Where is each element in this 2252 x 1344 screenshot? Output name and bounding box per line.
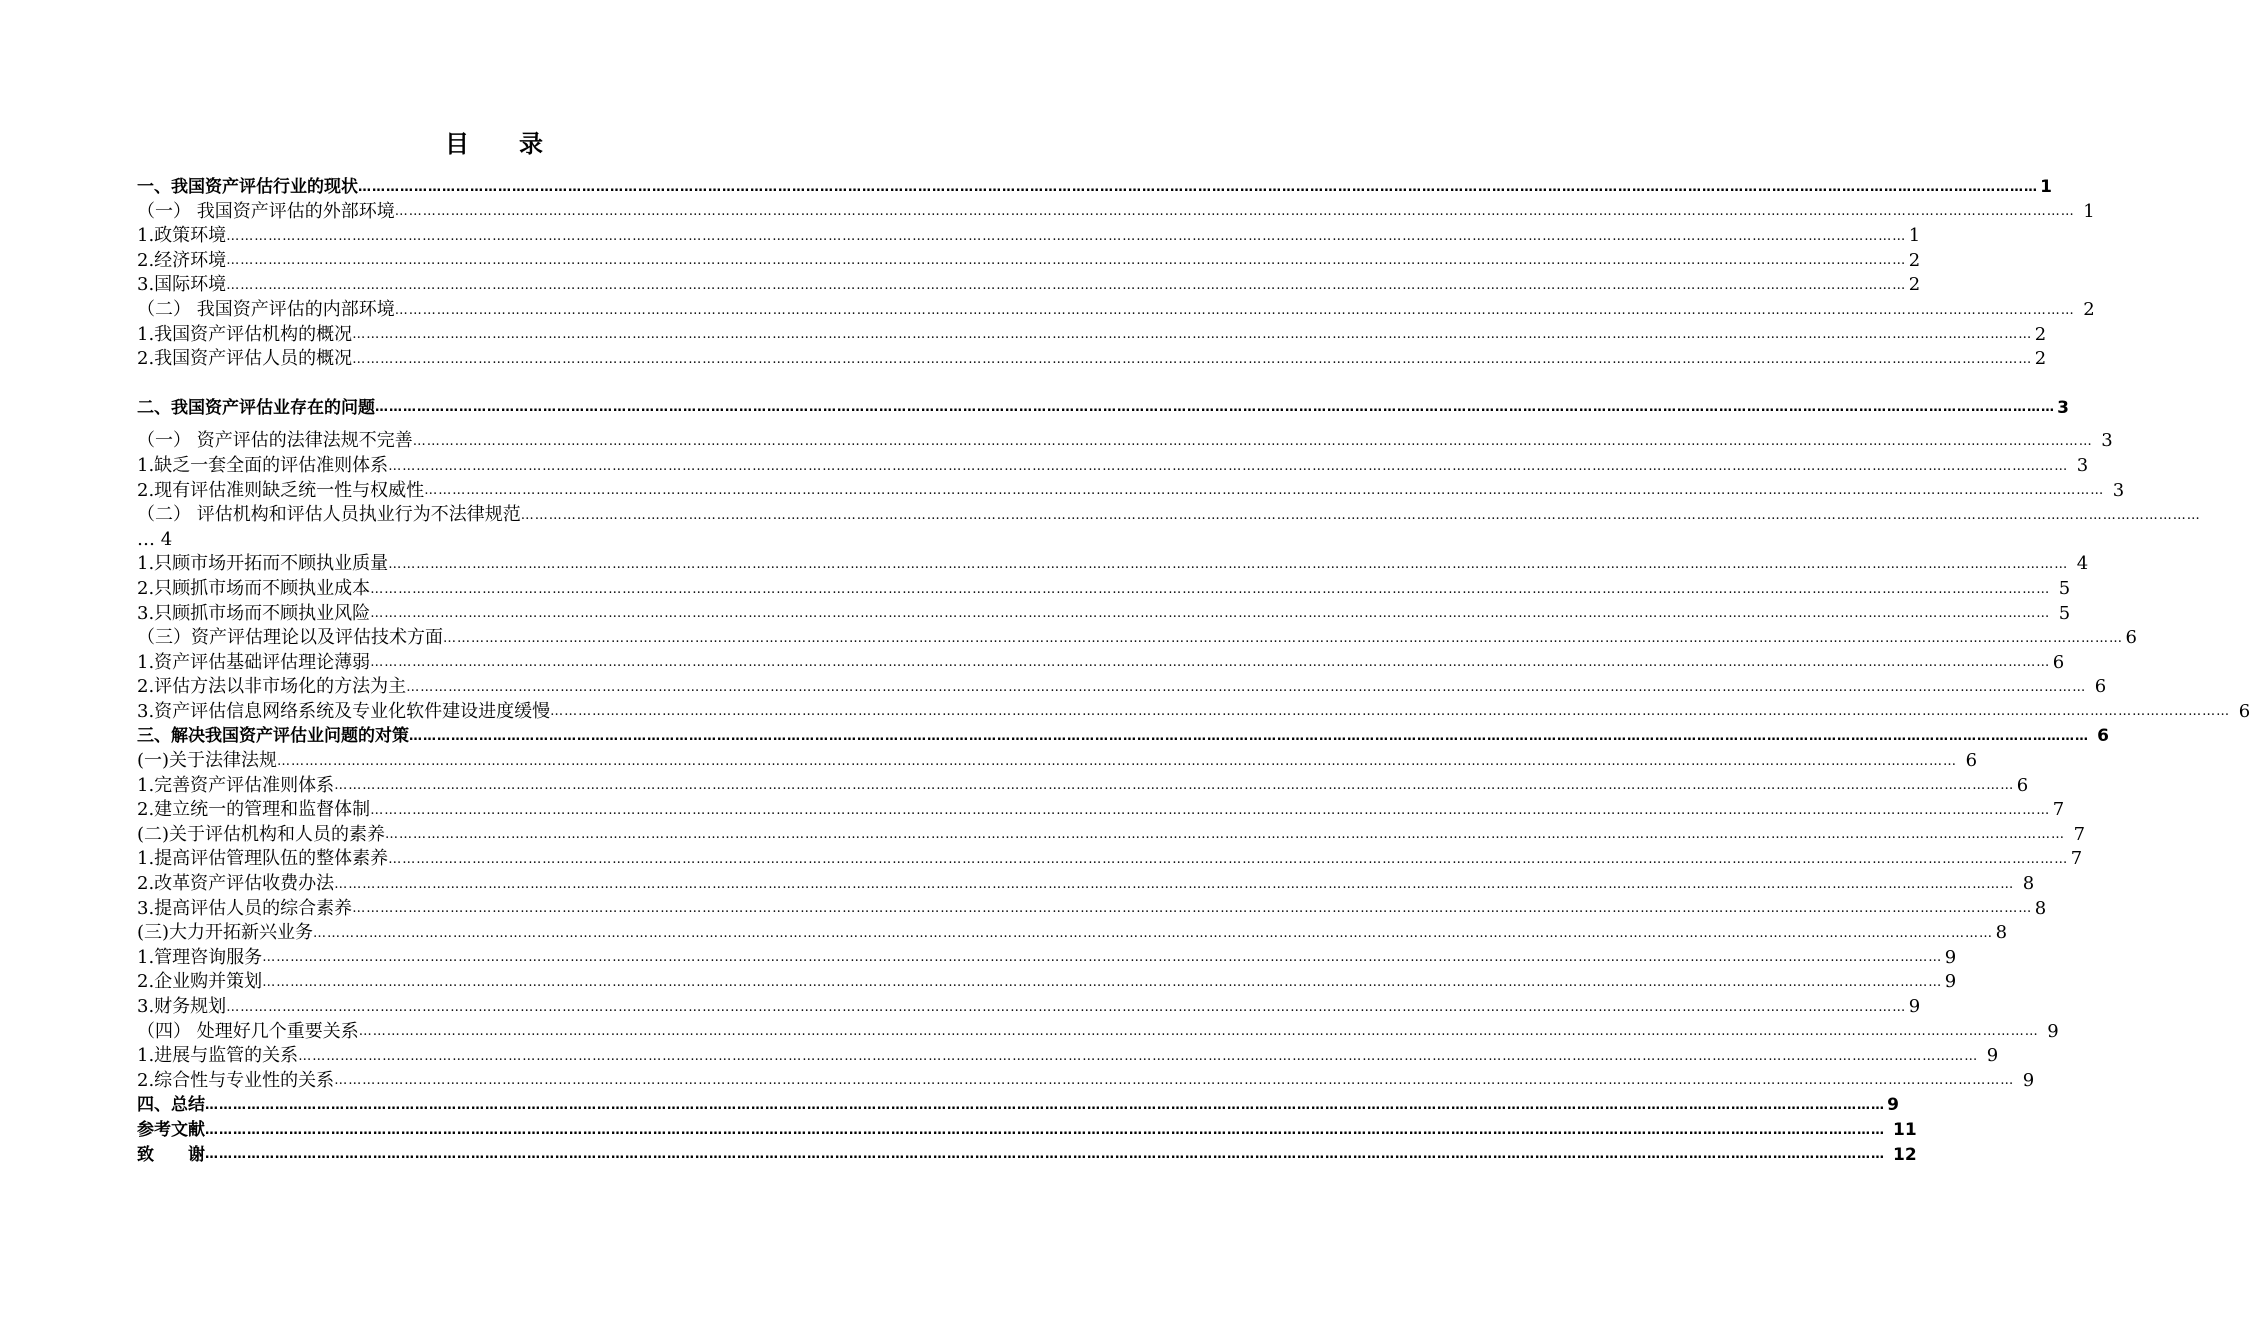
toc-entry-page-number: 6 — [2094, 676, 2107, 698]
toc-leader-dots: ……………………………………………………………………………………………………………………………………………………………………………………………………………………………………………………………………………………………………………………………… — [412, 433, 2093, 449]
toc-entry[interactable] — [137, 823, 2086, 848]
toc-entry[interactable] — [137, 700, 2251, 725]
toc-entry[interactable] — [137, 897, 2047, 922]
toc-entry-label: 1.管理咨询服务 — [137, 946, 263, 968]
toc-title-char-1: 目 — [445, 130, 471, 158]
toc-entry[interactable] — [137, 1020, 2059, 1045]
toc-leader-dots: ……………………………………………………………………………………………………………………………………………………………………………………………………………………………………………………………………………………………………………………………… — [370, 655, 2051, 671]
toc-leader-dots: ……………………………………………………………………………………………………………………………………………………………………………………………………………………………………………………………………………………………………………………………… — [334, 876, 2015, 892]
toc-entry-page-number: 6 — [2238, 700, 2251, 722]
toc-entry-page-number: 6 — [1965, 750, 1978, 772]
toc-entry-label: 1.只顾市场开拓而不顾执业质量 — [137, 553, 389, 575]
toc-entry-label: 2.经济环境 — [137, 249, 227, 271]
toc-leader-dots: ……………………………………………………………………………………………………………………………………………………………………………………………………………………………………………………………………………………………………………………………… — [388, 458, 2069, 474]
toc-entry[interactable] — [137, 675, 2107, 700]
toc-leader-dots: ……………………………………………………………………………………………………………………………………………………………………………………………………………………………………………………………………………………………………………………………… — [394, 302, 2075, 318]
toc-leader-dots: ……………………………………………………………………………………………………………………………………………………………………………………………………………………………………………………………………………………………………………………………… — [313, 925, 1994, 941]
toc-leader-dots: ……………………………………………………………………………………………………………………………………………………………………………………………………………………………………………………………………………………………………………………………… — [520, 507, 2201, 523]
toc-entry-page-number: 2 — [1908, 249, 1921, 271]
toc-entry-label: 二、我国资产评估业存在的问题 — [137, 397, 375, 418]
toc-entry[interactable] — [137, 946, 1957, 971]
toc-entry-page-number: 9 — [1908, 996, 1921, 1017]
toc-entry[interactable] — [137, 200, 2095, 225]
toc-entry[interactable] — [137, 749, 1978, 774]
toc-entry-label: 四、总结 — [137, 1095, 205, 1116]
toc-entry-label: 1.缺乏一套全面的评估准则体系 — [137, 454, 389, 476]
toc-entry-label: 2.企业购并策划 — [137, 971, 263, 993]
toc-entry-label: 2.我国资产评估人员的概况 — [137, 348, 353, 370]
toc-entry-page-number: 1 — [1908, 225, 1921, 247]
toc-entry[interactable] — [137, 921, 2008, 946]
toc-entry[interactable] — [137, 995, 1921, 1020]
toc-entry[interactable] — [137, 1069, 2035, 1094]
toc-entry[interactable] — [137, 774, 2029, 799]
toc-entry-page-number: 2 — [2034, 323, 2047, 345]
toc-leader-dots: ……………………………………………………………………………………………………………………………………………………………………………………………………………………………………………………………………………………………………………………………… — [205, 1147, 1885, 1163]
toc-entry[interactable] — [137, 602, 2071, 627]
toc-entry-page-number: 8 — [1995, 922, 2008, 944]
toc-entry-page-number: 5 — [2058, 577, 2071, 599]
toc-entry-page-number: 12 — [1893, 1144, 1917, 1165]
toc-leader-dots: ……………………………………………………………………………………………………………………………………………………………………………………………………………………………………………………………………………………………………………………………… — [385, 827, 2066, 843]
toc-leader-dots: ……………………………………………………………………………………………………………………………………………………………………………………………………………………………………………………………………………………………………………………………… — [352, 351, 2033, 367]
toc-leader-dots: ……………………………………………………………………………………………………………………………………………………………………………………………………………………………………………………………………………………………………………………………… — [370, 802, 2051, 818]
toc-entry[interactable] — [137, 347, 2047, 372]
toc-leader-dots: ……………………………………………………………………………………………………………………………………………………………………………………………………………………………………………………………………………………………………………………………… — [262, 975, 1943, 990]
toc-leader-dots: ……………………………………………………………………………………………………………………………………………………………………………………………………………………………………………………………………………………………………………………………… — [409, 729, 2089, 745]
toc-entry-page-number: 6 — [2016, 774, 2029, 796]
toc-entry-label: (二)关于评估机构和人员的素养 — [137, 823, 386, 845]
toc-entry-page-number: 11 — [1893, 1119, 1917, 1140]
toc-entry-page-number: 5 — [2058, 602, 2071, 624]
toc-entry-label: （二） 我国资产评估的内部环境 — [137, 298, 395, 320]
toc-entry[interactable] — [137, 175, 2052, 200]
toc-entry-label: 1.进展与监管的关系 — [137, 1045, 299, 1067]
toc-leader-dots: ……………………………………………………………………………………………………………………………………………………………………………………………………………………………………………………………………………………………………………………………… — [394, 204, 2075, 220]
toc-title-char-2: 录 — [519, 130, 545, 158]
toc-entry[interactable] — [137, 1143, 1917, 1168]
toc-entry-page-number: 9 — [2022, 1069, 2035, 1091]
toc-entry[interactable] — [137, 1118, 1917, 1143]
toc-entry-page-number: 9 — [1944, 946, 1957, 968]
table-of-contents — [137, 175, 2251, 1167]
toc-entry-label: 2.现有评估准则缺乏统一性与权威性 — [137, 479, 425, 501]
toc-entry-label: 1.政策环境 — [137, 225, 227, 247]
toc-entry-page-number: 7 — [2052, 799, 2065, 821]
toc-entry-label: 1.资产评估基础评估理论薄弱 — [137, 651, 371, 673]
toc-leader-dots: ……………………………………………………………………………………………………………………………………………………………………………………………………………………………………………………………………………………………………………………………… — [358, 179, 2038, 195]
toc-entry-page-number: 9 — [1986, 1045, 1999, 1067]
toc-entry-page-number: 7 — [2073, 823, 2086, 845]
toc-entry-page-number: 1 — [2040, 177, 2052, 197]
toc-entry[interactable] — [137, 323, 2047, 348]
toc-entry-page-number: 3 — [2112, 479, 2125, 501]
toc-entry-page-number: 9 — [1944, 971, 1957, 993]
toc-entry[interactable] — [137, 798, 2065, 823]
toc-entry[interactable] — [137, 479, 2125, 504]
toc-entry[interactable] — [137, 651, 2065, 676]
toc-leader-dots: ……………………………………………………………………………………………………………………………………………………………………………………………………………………………………………………………………………………………………………………………… — [205, 1097, 1885, 1113]
toc-leader-dots: ……………………………………………………………………………………………………………………………………………………………………………………………………………………………………………………………………………………………………………………………… — [443, 630, 2123, 646]
toc-entry-page-number: 9 — [2047, 1020, 2059, 1042]
toc-entry-label: 一、我国资产评估行业的现状 — [137, 177, 358, 197]
toc-entry-page-number: 6 — [2097, 726, 2109, 747]
toc-entry[interactable] — [137, 1093, 1899, 1118]
toc-entry-label: （三）资产评估理论以及评估技术方面 — [137, 627, 443, 649]
toc-entry[interactable] — [137, 724, 2109, 749]
toc-entry[interactable] — [137, 503, 2201, 528]
toc-entry-page-number: 8 — [2022, 873, 2035, 895]
toc-entry-page-number: 8 — [2034, 897, 2047, 919]
toc-entry[interactable] — [137, 429, 2113, 454]
toc-leader-dots: ……………………………………………………………………………………………………………………………………………………………………………………………………………………………………………………………………………………………………………………………… — [388, 852, 2069, 868]
toc-entry-page-number: 9 — [1887, 1095, 1899, 1116]
toc-entry[interactable] — [137, 273, 1921, 298]
toc-leader-dots: ……………………………………………………………………………………………………………………………………………………………………………………………………………………………………………………………………………………………………………………………… — [277, 753, 1958, 769]
toc-entry[interactable] — [137, 970, 1957, 995]
toc-entry-label: (一)关于法律法规 — [137, 750, 278, 772]
toc-entry-label: 2.建立统一的管理和监督体制 — [137, 799, 371, 821]
toc-leader-dots: ……………………………………………………………………………………………………………………………………………………………………………………………………………………………………………………………………………………………………………………………… — [375, 400, 2055, 416]
toc-leader-dots: ……………………………………………………………………………………………………………………………………………………………………………………………………………………………………………………………………………………………………………………………… — [226, 228, 1907, 244]
toc-entry-page-number: 2 — [1908, 274, 1921, 296]
toc-entry-page-number: 4 — [2076, 553, 2089, 575]
toc-entry-label: 1.完善资产评估准则体系 — [137, 774, 335, 796]
toc-leader-dots: ……………………………………………………………………………………………………………………………………………………………………………………………………………………………………………………………………………………………………………………………… — [370, 581, 2051, 597]
toc-entry[interactable] — [137, 847, 2083, 872]
toc-entry-label: 2.评估方法以非市场化的方法为主 — [137, 676, 407, 698]
toc-entry-label: 致 谢 — [137, 1144, 205, 1165]
toc-leader-dots: ……………………………………………………………………………………………………………………………………………………………………………………………………………………………………………………………………………………………………………………………… — [205, 1122, 1885, 1138]
toc-entry-label: 3.只顾抓市场而不顾执业风险 — [137, 602, 371, 624]
toc-leader-dots: ……………………………………………………………………………………………………………………………………………………………………………………………………………………………………………………………………………………………………………………………… — [352, 327, 2033, 343]
toc-entry-label: 2.改革资产评估收费办法 — [137, 873, 335, 895]
toc-leader-dots: ……………………………………………………………………………………………………………………………………………………………………………………………………………………………………………………………………………………………………………………………… — [226, 277, 1907, 293]
toc-entry[interactable] — [137, 224, 1921, 249]
toc-entry-page-number: 2 — [2083, 298, 2095, 320]
toc-entry[interactable] — [137, 454, 2089, 479]
toc-entry-label: 2.综合性与专业性的关系 — [137, 1069, 335, 1091]
toc-entry-label: 3.提高评估人员的综合素养 — [137, 897, 353, 919]
toc-entry-page-number: 1 — [2083, 200, 2095, 222]
toc-entry[interactable] — [137, 552, 2089, 577]
toc-entry[interactable] — [137, 396, 2069, 421]
toc-title — [0, 124, 990, 159]
toc-entry-label: 3.财务规划 — [137, 996, 227, 1017]
toc-leader-dots: ……………………………………………………………………………………………………………………………………………………………………………………………………………………………………………………………………………………………………………………………… — [334, 1073, 2015, 1089]
toc-entry[interactable] — [137, 626, 2137, 651]
toc-entry-label: （一） 资产评估的法律法规不完善 — [137, 430, 413, 452]
toc-leader-dots: ……………………………………………………………………………………………………………………………………………………………………………………………………………………………………………………………………………………………………………………………… — [226, 253, 1907, 269]
toc-leader-dots: ……………………………………………………………………………………………………………………………………………………………………………………………………………………………………………………………………………………………………………………………… — [262, 950, 1943, 966]
toc-leader-dots: ……………………………………………………………………………………………………………………………………………………………………………………………………………………………………………………………………………………………………………………………… — [370, 606, 2051, 622]
toc-leader-dots: ……………………………………………………………………………………………………………………………………………………………………………………………………………………………………………………………………………………………………………………………… — [352, 901, 2033, 917]
toc-entry-label: 三、解决我国资产评估业问题的对策 — [137, 726, 409, 747]
toc-entry-page-number: 6 — [2125, 627, 2137, 649]
toc-entry-label: (三)大力开拓新兴业务 — [137, 922, 314, 944]
toc-entry-label: （四） 处理好几个重要关系 — [137, 1020, 359, 1042]
toc-entry-page-number: 7 — [2070, 848, 2083, 870]
toc-leader-dots: ……………………………………………………………………………………………………………………………………………………………………………………………………………………………………………………………………………………………………………………………… — [358, 1024, 2039, 1040]
toc-entry-label: 3.国际环境 — [137, 274, 227, 296]
toc-entry[interactable] — [137, 249, 1921, 274]
toc-entry[interactable] — [137, 1044, 1999, 1069]
toc-leader-dots: ……………………………………………………………………………………………………………………………………………………………………………………………………………………………………………………………………………………………………………………………… — [298, 1048, 1979, 1064]
toc-leader-dots: ……………………………………………………………………………………………………………………………………………………………………………………………………………………………………………………………………………………………………………………………… — [424, 483, 2105, 499]
toc-leader-dots: ……………………………………………………………………………………………………………………………………………………………………………………………………………………………………………………………………………………………………………………………… — [406, 679, 2087, 695]
toc-leader-dots: ……………………………………………………………………………………………………………………………………………………………………………………………………………………………………………………………………………………………………………………………… — [550, 704, 2231, 720]
toc-entry[interactable] — [137, 577, 2071, 602]
toc-entry-page-number: 3 — [2101, 430, 2113, 452]
toc-entry-page-number: 2 — [2034, 348, 2047, 370]
toc-leader-dots: ……………………………………………………………………………………………………………………………………………………………………………………………………………………………………………………………………………………………………………………………… — [226, 999, 1907, 1015]
toc-entry-label: 2.只顾抓市场而不顾执业成本 — [137, 577, 371, 599]
toc-entry-page-number: 3 — [2076, 454, 2089, 476]
toc-leader-dots: ……………………………………………………………………………………………………………………………………………………………………………………………………………………………………………………………………………………………………………………………… — [334, 778, 2015, 794]
toc-entry-label: 参考文献 — [137, 1119, 205, 1140]
toc-entry-page-number: 6 — [2052, 651, 2065, 673]
toc-entry-label: 1.提高评估管理队伍的整体素养 — [137, 848, 389, 870]
toc-entry[interactable] — [137, 298, 2095, 323]
toc-entry-label: 3.资产评估信息网络系统及专业化软件建设进度缓慢 — [137, 700, 551, 722]
toc-leader-dots: ……………………………………………………………………………………………………………………………………………………………………………………………………………………………………………………………………………………………………………………………… — [388, 556, 2069, 572]
toc-entry-continuation: … 4 — [137, 528, 173, 550]
toc-entry-page-number: 3 — [2057, 397, 2069, 418]
toc-entry-label: 1.我国资产评估机构的概况 — [137, 323, 353, 345]
toc-entry-label: （一） 我国资产评估的外部环境 — [137, 200, 395, 222]
toc-entry[interactable] — [137, 872, 2035, 897]
toc-entry-label: （二） 评估机构和评估人员执业行为不法律规范 — [137, 504, 521, 526]
